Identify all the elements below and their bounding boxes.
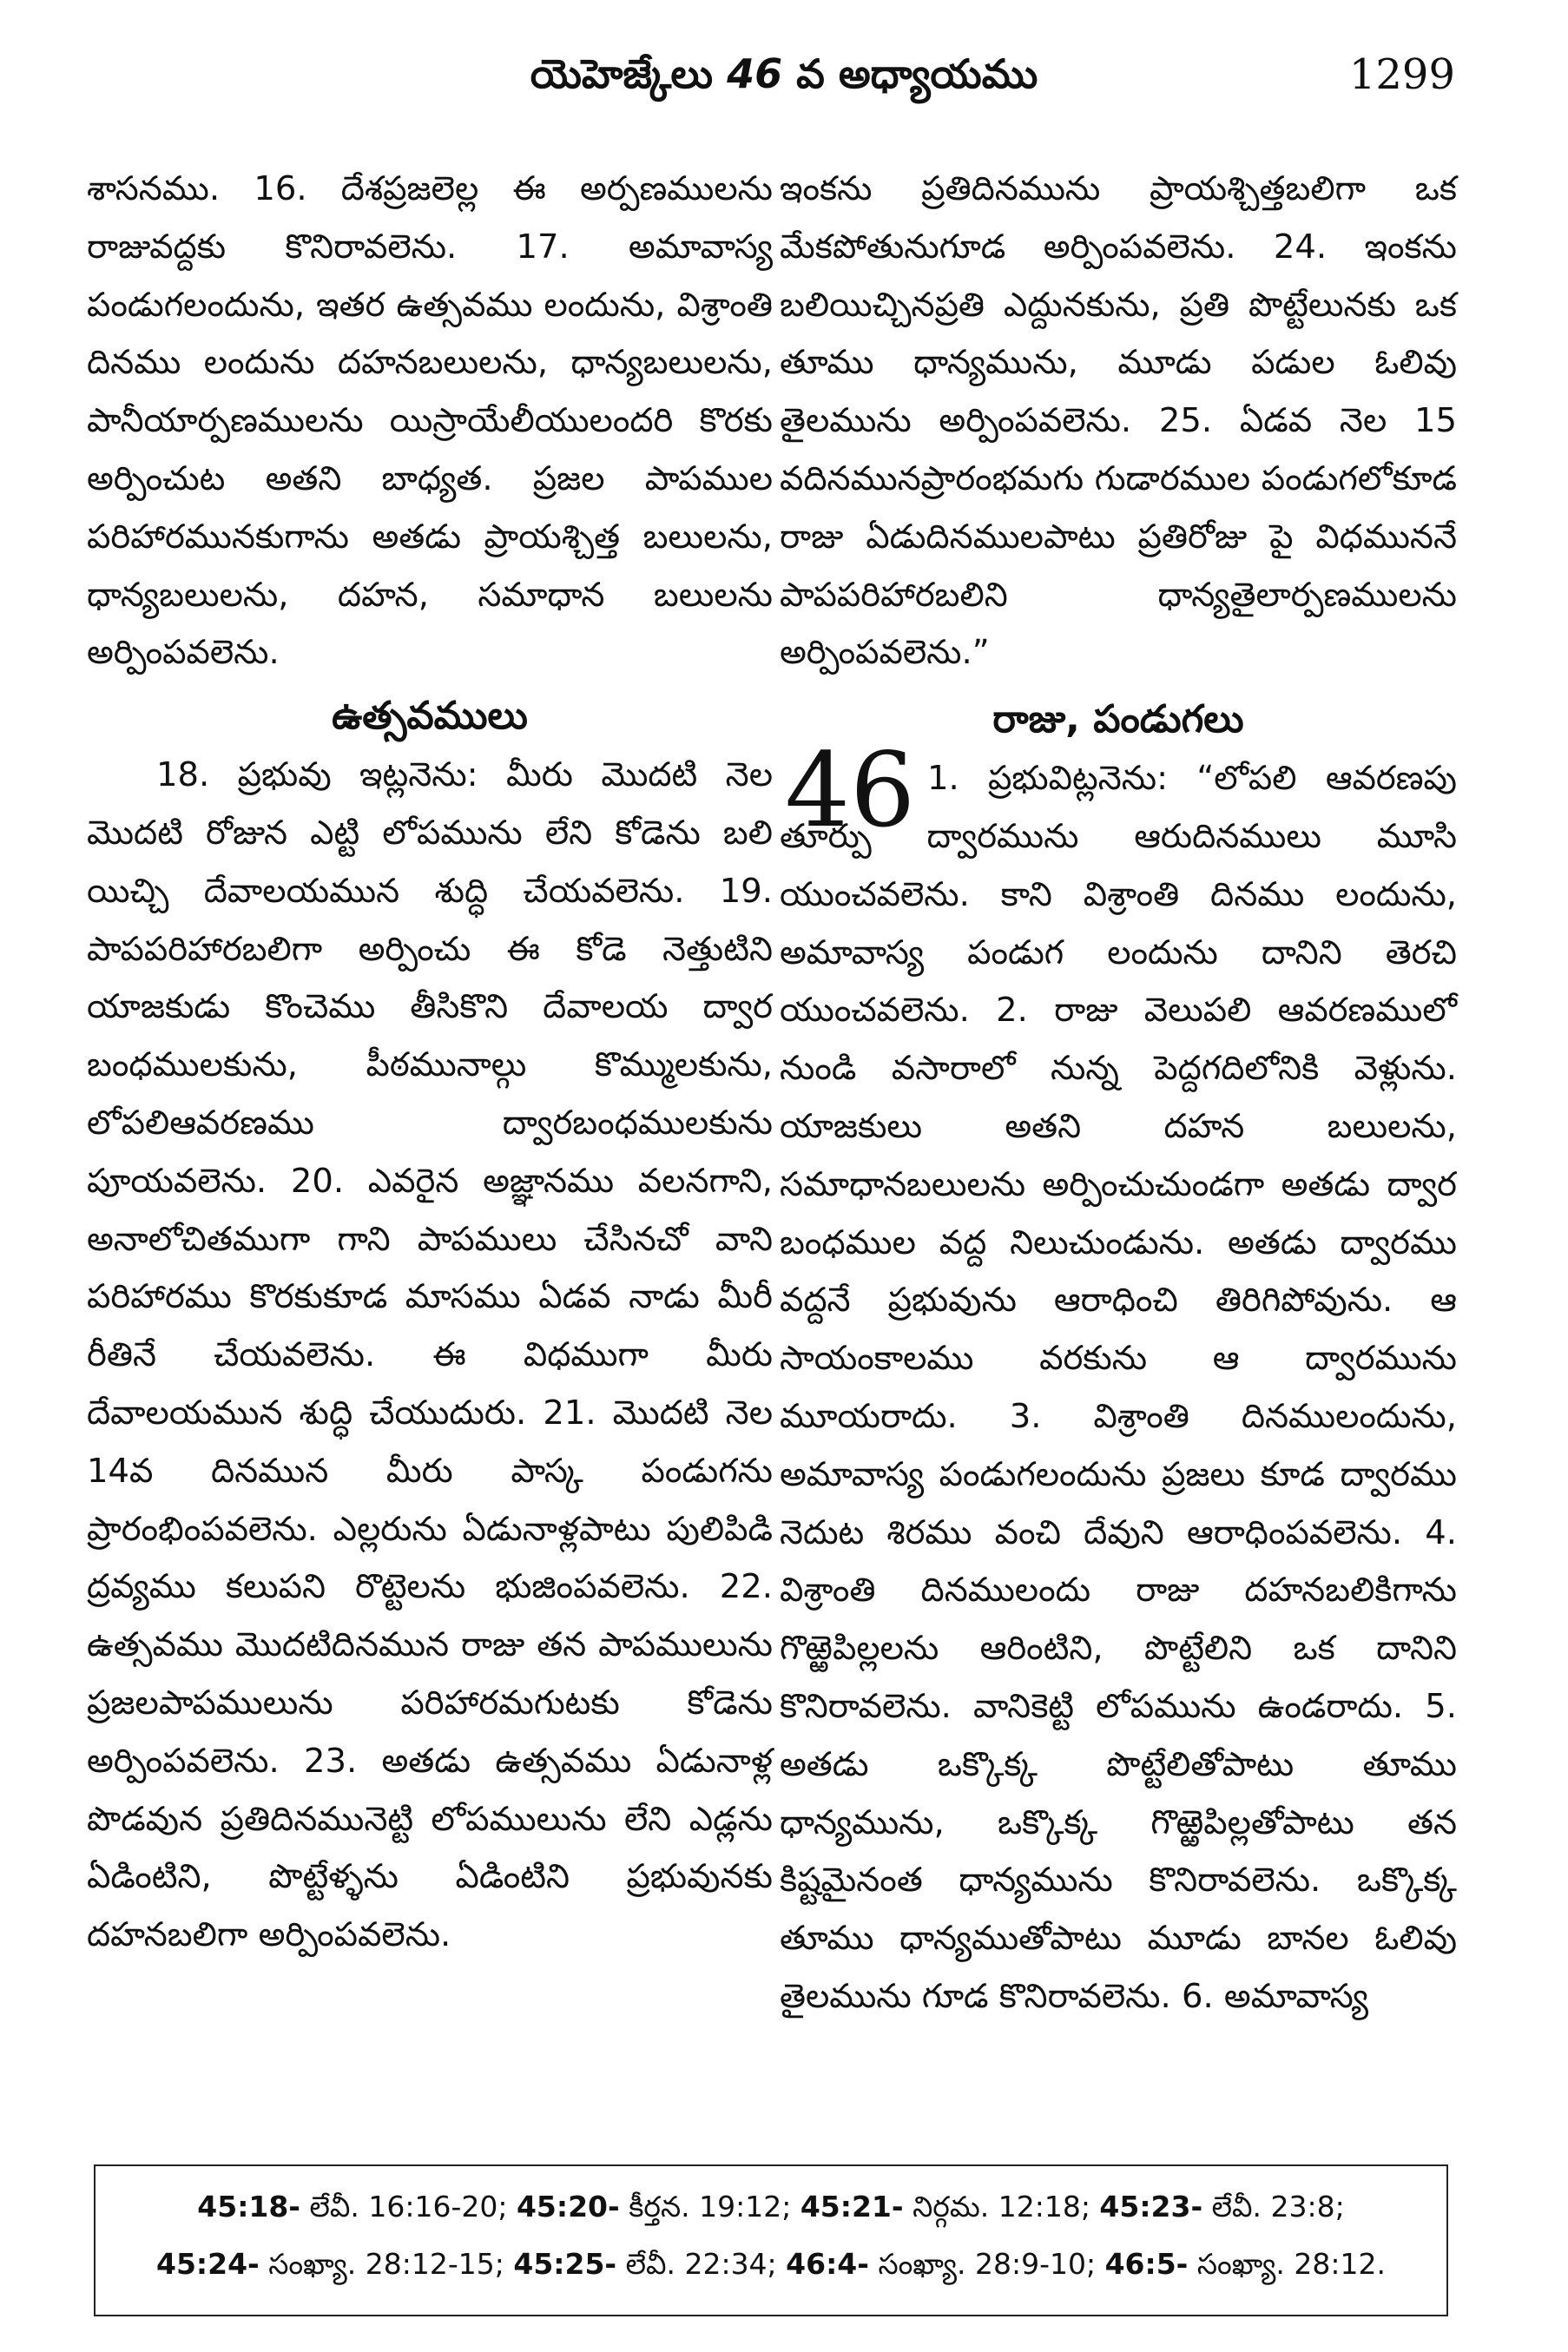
reference-text: లేవీ. 16:16-20; xyxy=(300,2190,517,2224)
title-chapter-number: 46 xyxy=(727,50,783,97)
reference-text: నిర్గమ. 12:18; xyxy=(903,2190,1100,2224)
section-heading-festivals: ఉత్సవములు xyxy=(332,694,528,739)
title-chapter-word: వ అధ్యాయము xyxy=(782,50,1038,97)
chapter-46-block xyxy=(780,730,1457,2026)
page-header xyxy=(0,35,1568,113)
cross-references-box xyxy=(94,2164,1448,2316)
page-number: 1299 xyxy=(1348,50,1455,99)
references-line-2 xyxy=(116,2236,1426,2293)
reference-label: 45:24- xyxy=(155,2247,260,2281)
reference-label: 46:5- xyxy=(1104,2247,1189,2281)
reference-text: లేవీ. 23:8; xyxy=(1202,2190,1345,2224)
reference-label: 45:20- xyxy=(516,2190,620,2224)
reference-text: సంఖ్యా. 28:12-15; xyxy=(259,2247,514,2281)
reference-text: సంఖ్యా. 28:9-10; xyxy=(868,2247,1105,2281)
reference-text: లేవీ. 22:34; xyxy=(616,2247,787,2281)
running-title xyxy=(0,50,1568,108)
reference-label: 45:25- xyxy=(513,2247,617,2281)
left-paragraph-1: శాసనము. 16. దేశప్రజలెల్ల ఈ అర్పణములను రాజువద్దకు కొనిరావలెను. 17. అమావాస్య పండుగలందును, ఇతర ఉత్సవము లందును, విశ్రాంతి దినము లందును దహనబలులను, ధాన్యబలులను, పానీయార్పణములను యిస్రాయేలీయులందరి కొరకు అర్పించుట అతని బాధ్యత. ప్రజల పాపముల పరిహారమునకుగాను అతడు ప్రాయశ్చిత్త బలులను, ధాన్యబలులను, దహన, సమాధాన బలులను అర్పింపవలెను. xyxy=(87,169,773,673)
references-line-1 xyxy=(116,2178,1426,2236)
reference-label: 45:21- xyxy=(800,2190,904,2224)
reference-text: కీర్తన. 19:12; xyxy=(619,2190,800,2224)
left-column xyxy=(87,161,773,1965)
left-paragraph-2: 18. ప్రభువు ఇట్లనెను: మీరు మొదటి నెల మొదటి రోజున ఎట్టి లోపమును లేని కోడెను బలి యిచ్చి దేవాలయమున శుద్ధి చేయవలెను. 19. పాపపరిహారబలిగా అర్పించు ఈ కోడె నెత్తుటిని యాజకుడు కొంచెము తీసికొని దేవాలయ ద్వార బంధములకును, పీఠమునాల్గు కొమ్ములకును, లోపలిఆవరణము ద్వారబంధములకును పూయవలెను. 20. ఎవరైన అజ్ఞానము వలనగాని, అనాలోచితముగా గాని పాపములు చేసినచో వాని పరిహారము కొరకుకూడ మాసము ఏడవ నాడు మీరీ రీతినే చేయవలెను. ఈ విధముగా మీరు దేవాలయమున శుద్ధి చేయుదురు. 21. మొదటి నెల 14వ దినమున మీరు పాస్క పండుగను ప్రారంభింపవలెను. ఎల్లరును ఏడునాళ్లపాటు పులిపిడి ద్రవ్యము కలుపని రొట్టెలను భుజింపవలెను. 22. ఉత్సవము మొదటిదినమున రాజు తన పాపములును ప్రజలపాపములును పరిహారమగుటకు కోడెను అర్పింపవలెను. 23. అతడు ఉత్సవము ఏడునాళ్ల పొడవున ప్రతిదినమునెట్టి లోపములును లేని ఎడ్లను ఏడింటిని, పొట్టేళ్ళను ఏడింటిని ప్రభువునకు దహనబలిగా అర్పింపవలెను. xyxy=(87,755,773,1955)
reference-label: 45:18- xyxy=(197,2190,301,2224)
reference-text: సంఖ్యా. 28:12. xyxy=(1188,2247,1386,2281)
right-paragraph-2: 1. ప్రభువిట్లనెను: “లోపలి ఆవరణపు తూర్పు ద్వారమును ఆరుదినములు మూసి యుంచవలెను. కాని విశ్రాంతి దినము లందును, అమావాస్య పండుగ లందును దానిని తెరచి యుంచవలెను. 2. రాజు వెలుపలి ఆవరణములో నుండి వసారాలో నున్న పెద్దగదిలోనికి వెళ్లును. యాజకులు అతని దహన బలులను, సమాధానబలులను అర్పించుచుండగా అతడు ద్వార బంధముల వద్ద నిలుచుండును. అతడు ద్వారము వద్దనే ప్రభువును ఆరాధించి తిరిగిపోవును. ఆ సాయంకాలము వరకును ఆ ద్వారమును మూయరాదు. 3. విశ్రాంతి దినములందును, అమావాస్య పండుగలందును ప్రజలు కూడ ద్వారము నెదుట శిరము వంచి దేవుని ఆరాధింపవలెను. 4. విశ్రాంతి దినములందు రాజు దహనబలికిగాను గొఱ్ఱెపిల్లలను ఆరింటిని, పొట్టేలిని ఒక దానిని కొనిరావలెను. వానికెట్టి లోపమును ఉండరాదు. 5. అతడు ఒక్కొక్క పొట్టేలితోపాటు తూము ధాన్యమును, ఒక్కొక్క గొఱ్ఱెపిల్లతోపాటు తన కిష్టమైనంత ధాన్యమును కొనిరావలెను. ఒక్కొక్క తూము ధాన్యముతోపాటు మూడు బానల ఓలివు తైలమును గూడ కొనిరావలెను. 6. అమావాస్య xyxy=(780,759,1457,2016)
title-book: యెహెజ్కేలు xyxy=(530,50,728,97)
right-column xyxy=(780,161,1457,2026)
reference-label: 46:4- xyxy=(786,2247,869,2281)
reference-label: 45:23- xyxy=(1099,2190,1203,2224)
right-paragraph-1: ఇంకను ప్రతిదినమును ప్రాయశ్చిత్తబలిగా ఒక మేకపోతునుగూడ అర్పింపవలెను. 24. ఇంకను బలియిచ్చినప్రతి ఎద్దునకును, ప్రతి పొట్టేలునకు ఒక తూము ధాన్యమును, మూడు పడుల ఓలివు తైలమును అర్పింపవలెను. 25. ఏడవ నెల 15 వదినమునప్రారంభమగు గుడారముల పండుగలోకూడ రాజు ఏడుదినములపాటు ప్రతిరోజు పై విధముననే పాపపరిహారబలిని ధాన్యతైలార్పణములను అర్పింపవలెను.” xyxy=(780,169,1457,673)
section-heading-king-festivals: రాజు, పండుగలు xyxy=(992,697,1244,742)
chapter-number: 46 xyxy=(785,730,916,851)
